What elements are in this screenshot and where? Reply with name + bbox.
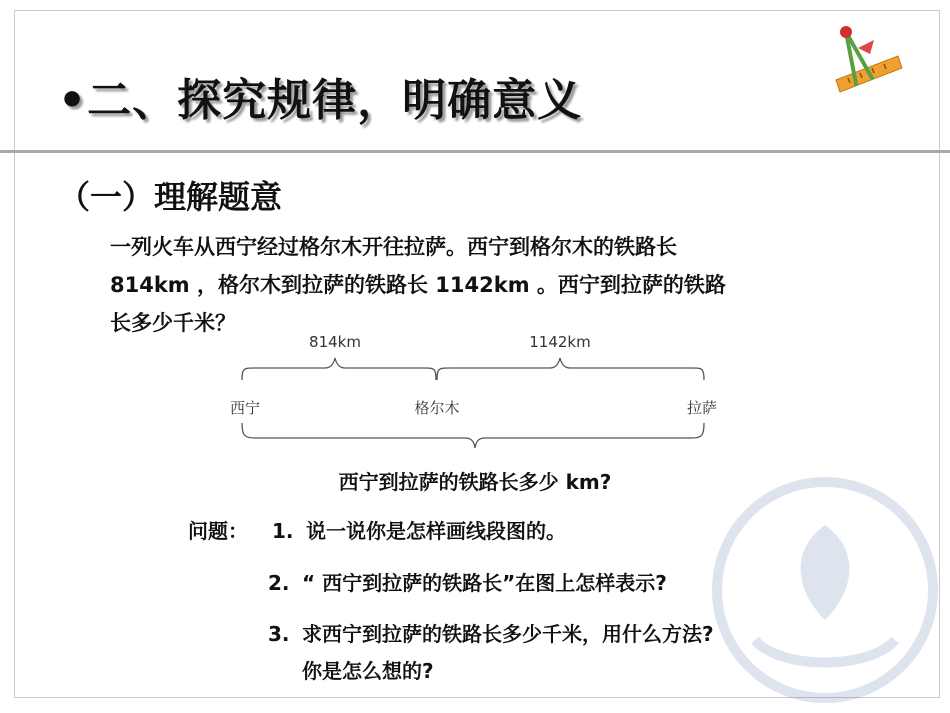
questions-label: 问题：	[188, 519, 248, 543]
question-3	[268, 618, 714, 647]
segment-diagram	[210, 328, 740, 453]
question-2-number: 2.	[268, 571, 290, 595]
question-3-continuation	[302, 655, 434, 684]
segment2-brace	[437, 358, 704, 380]
problem-text	[110, 228, 850, 342]
ruler-compass-icon	[828, 20, 908, 100]
problem-line-2: 814km ，格尔木到拉萨的铁路长 1142km 。西宁到拉萨的铁路	[110, 273, 726, 297]
question-3-text: 求西宁到拉萨的铁路长多少千米，用什么方法?	[302, 622, 714, 646]
total-brace	[242, 423, 704, 448]
section-title: （一）理解题意	[58, 178, 283, 216]
segment2-label: 1142km	[529, 333, 591, 351]
title-divider	[0, 150, 950, 153]
problem-line-3: 长多少千米？	[110, 311, 236, 335]
sprout-hands-icon	[700, 470, 950, 710]
question-3-number: 3.	[268, 622, 290, 646]
question-1	[272, 515, 566, 544]
problem-line-1: 一列火车从西宁经过格尔木开往拉萨。西宁到格尔木的铁路长	[110, 235, 677, 259]
station-end: 拉萨	[686, 399, 718, 417]
station-middle: 格尔木	[414, 399, 460, 417]
diagram-question: 西宁到拉萨的铁路长多少 km?	[338, 470, 612, 494]
segment1-brace	[242, 358, 436, 380]
station-start: 西宁	[229, 399, 261, 417]
question-1-text: 说一说你是怎样画线段图的。	[306, 519, 566, 543]
question-1-number: 1.	[272, 519, 294, 543]
slide-title: •二、探究规律，明确意义	[58, 75, 583, 126]
question-2-text: “ 西宁到拉萨的铁路长”在图上怎样表示?	[302, 571, 667, 595]
question-2	[268, 567, 667, 596]
question-3-text-line2: 你是怎么想的?	[302, 659, 434, 683]
segment1-label: 814km	[309, 333, 361, 351]
